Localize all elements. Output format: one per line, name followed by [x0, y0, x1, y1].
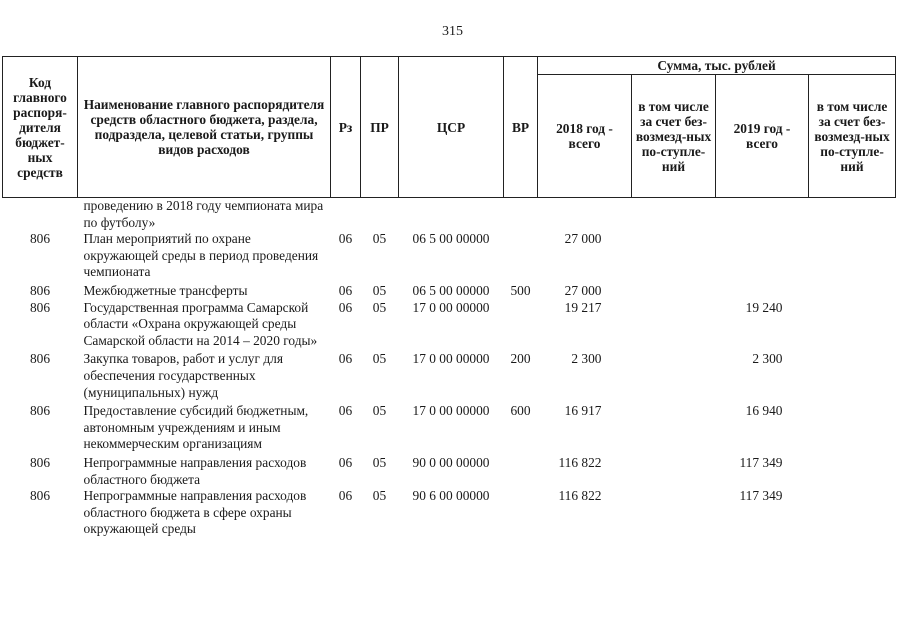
cell-2019-total: 117 349	[739, 454, 783, 470]
cell-csr: 06 5 00 00000	[412, 282, 490, 298]
cell-rz: 06	[338, 231, 353, 247]
header-sum-group: Сумма, тыс. рублей	[538, 57, 896, 75]
header-code: Код главного распоря-дителя бюджет-ных средств	[3, 57, 78, 198]
cell-name: Предоставление субсидий бюджетным, автономным учреждениям и иным некоммерческим организациям	[83, 403, 309, 452]
cell-vr	[504, 300, 538, 352]
cell-2019-total: 2 300	[752, 351, 783, 367]
cell-rz	[331, 198, 361, 232]
cell-2018-grants	[632, 351, 716, 403]
cell-2019-total	[716, 283, 809, 300]
cell-vr	[504, 488, 538, 538]
cell-2019-grants	[809, 283, 896, 300]
cell-rz: 06	[338, 454, 353, 470]
cell-pr: 05	[372, 454, 387, 470]
cell-pr	[361, 198, 399, 232]
cell-pr: 05	[372, 351, 387, 367]
table-row	[3, 488, 896, 538]
cell-name: Государственная программа Самарской области «Охрана окружающей среды Самарской области на 2014 – 2020 годы»	[83, 299, 318, 348]
cell-2019-total: 117 349	[739, 488, 783, 504]
cell-rz: 06	[338, 282, 353, 298]
header-csr: ЦСР	[399, 57, 504, 198]
table-row	[3, 455, 896, 488]
cell-pr: 05	[372, 231, 387, 247]
header-name: Наименование главного распорядителя средств областного бюджета, раздела, подраздела, целевой статьи, группы видов расходов	[78, 57, 331, 198]
cell-2018-total	[538, 198, 632, 232]
cell-name: проведению в 2018 году чемпионата мира по футболу»	[83, 198, 324, 230]
cell-code: 806	[29, 231, 51, 247]
cell-csr: 17 0 00 00000	[412, 351, 490, 367]
cell-pr: 05	[372, 488, 387, 504]
cell-pr: 05	[372, 282, 387, 298]
cell-2018-grants	[632, 300, 716, 352]
cell-vr: 600	[510, 403, 531, 419]
cell-2018-grants	[632, 488, 716, 538]
table-row	[3, 403, 896, 455]
cell-2019-grants	[809, 300, 896, 352]
cell-2019-grants	[809, 455, 896, 488]
cell-2019-total	[716, 198, 809, 232]
cell-name: План мероприятий по охране окружающей среды в период проведения чемпионата	[83, 231, 319, 280]
cell-code: 806	[29, 282, 51, 298]
cell-code: 806	[29, 351, 51, 367]
cell-code: 806	[29, 488, 51, 504]
cell-vr	[504, 455, 538, 488]
cell-code: 806	[29, 403, 51, 419]
header-2019-grants: в том числе за счет без-возмезд-ных по-ступле-ний	[809, 75, 896, 198]
header-2018-total: 2018 год - всего	[538, 75, 632, 198]
table-body	[3, 198, 896, 538]
cell-2019-grants	[809, 403, 896, 455]
cell-name: Закупка товаров, работ и услуг для обеспечения государственных (муниципальных) нужд	[83, 351, 283, 400]
cell-2018-total: 27 000	[564, 282, 602, 298]
cell-vr: 500	[510, 282, 531, 298]
cell-csr: 17 0 00 00000	[412, 403, 490, 419]
cell-2018-grants	[632, 403, 716, 455]
header-2018-grants: в том числе за счет без-возмезд-ных по-ступле-ний	[632, 75, 716, 198]
cell-rz: 06	[338, 488, 353, 504]
table-row	[3, 351, 896, 403]
cell-csr: 17 0 00 00000	[412, 299, 490, 315]
cell-2019-total	[716, 231, 809, 283]
cell-2019-grants	[809, 198, 896, 232]
cell-2018-total: 19 217	[564, 299, 602, 315]
cell-vr	[504, 231, 538, 283]
cell-2018-grants	[632, 283, 716, 300]
cell-2019-total: 16 940	[745, 403, 783, 419]
header-2019-total: 2019 год - всего	[716, 75, 809, 198]
cell-name: Межбюджетные трансферты	[83, 282, 248, 298]
cell-vr	[504, 198, 538, 232]
cell-csr: 06 5 00 00000	[412, 231, 490, 247]
table-row	[3, 300, 896, 352]
cell-csr	[399, 198, 504, 232]
table-row	[3, 283, 896, 300]
cell-2019-grants	[809, 231, 896, 283]
cell-2019-grants	[809, 488, 896, 538]
header-vr: ВР	[504, 57, 538, 198]
cell-name: Непрограммные направления расходов областного бюджета в сфере охраны окружающей среды	[83, 488, 307, 537]
table-header	[3, 57, 896, 198]
cell-rz: 06	[338, 403, 353, 419]
table-row	[3, 231, 896, 283]
cell-code: 806	[29, 454, 51, 470]
cell-2018-total: 16 917	[564, 403, 602, 419]
table-row	[3, 198, 896, 232]
cell-csr: 90 6 00 00000	[412, 488, 490, 504]
cell-2019-total: 19 240	[745, 299, 783, 315]
budget-table	[2, 56, 896, 538]
cell-pr: 05	[372, 299, 387, 315]
cell-csr: 90 0 00 00000	[412, 454, 490, 470]
cell-pr: 05	[372, 403, 387, 419]
cell-rz: 06	[338, 351, 353, 367]
header-rz: Рз	[331, 57, 361, 198]
cell-2018-total: 27 000	[564, 231, 602, 247]
cell-2018-grants	[632, 198, 716, 232]
cell-code: 806	[29, 299, 51, 315]
cell-vr: 200	[510, 351, 531, 367]
cell-2018-total: 2 300	[571, 351, 602, 367]
cell-2018-grants	[632, 231, 716, 283]
cell-2019-grants	[809, 351, 896, 403]
header-pr: ПР	[361, 57, 399, 198]
cell-rz: 06	[338, 299, 353, 315]
cell-2018-grants	[632, 455, 716, 488]
page-number: 315	[442, 24, 463, 39]
cell-2018-total: 116 822	[558, 454, 602, 470]
cell-2018-total: 116 822	[558, 488, 602, 504]
cell-code	[3, 198, 78, 232]
cell-name: Непрограммные направления расходов областного бюджета	[83, 454, 307, 487]
